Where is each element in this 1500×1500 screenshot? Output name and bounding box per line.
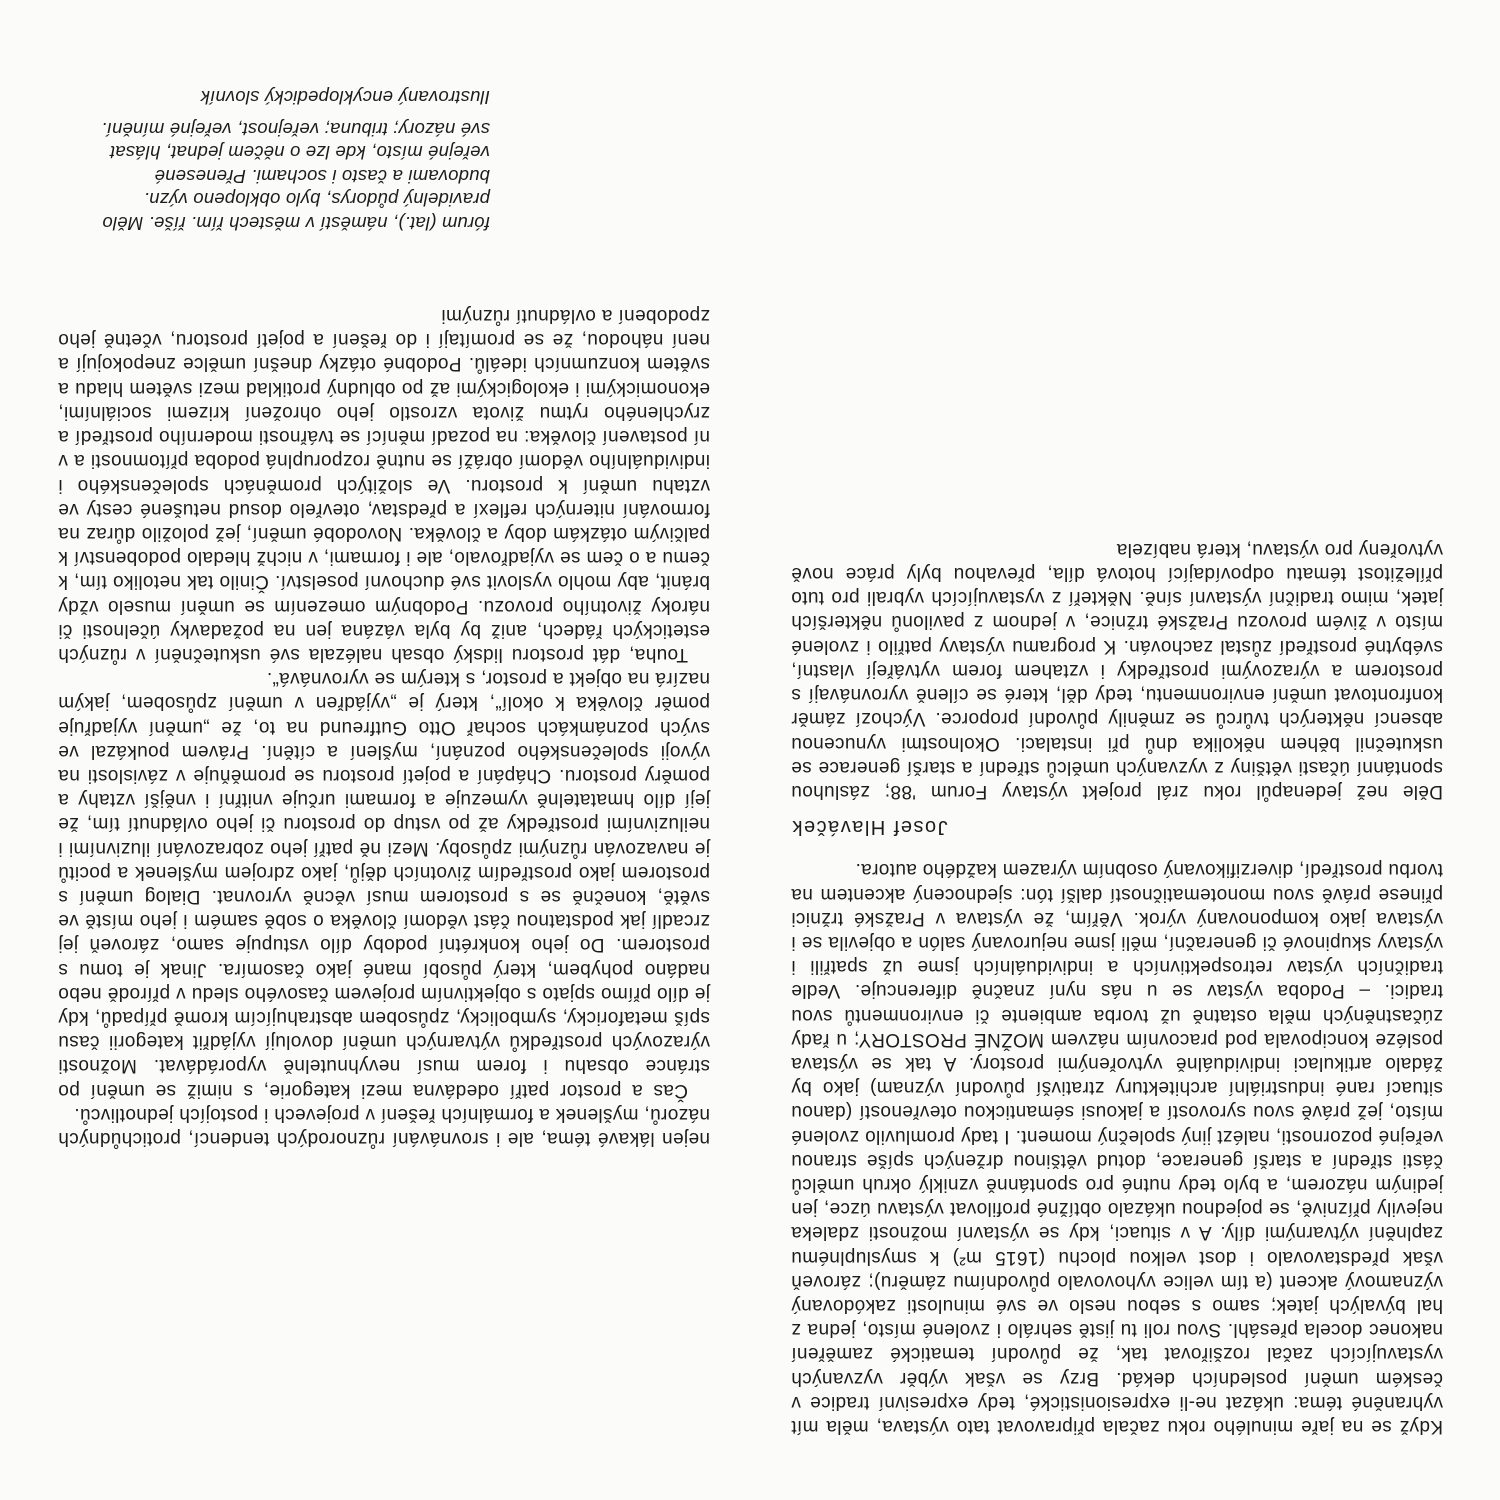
- left-text-column: [791, 537, 1443, 1438]
- dictionary-entry: [95, 86, 490, 235]
- time-space-paragraph: Čas a prostor patří odedávna mezi kategorie, s nimiž se umění po stránce obsahu i forem musí nevyhnutelně vyporádávat. Možnosti výrazových prostředků výtvarných umění dovolují vyjádřit kategorii času spíš metaforicky, symbolicky, způsobem abstrahujícím kromě případů, kdy je dílo přímo spjato s objektivním projevem časového sledu v přírodě nebo nadáno pohybem, který působí mané jako časomíra. Jinak je tomu s prostorem. Do jeho konkrétní podoby dílo vstupuje samo, zároveň jej zrcadlí jak podstatnou část vědomí člověka o sobě samém i jeho místě ve světě, konečně se s prostorem musí věcně vyrovnat. Dialog umění s prostorem jako prostředím životních dějů, jako zdrojem myšlenek a pocitů je navazován různými způsoby. Mezi ně patří jeho zobrazování iluzivními i neiluzivními prostředky až po vstup do prostoru či jeho ovládnutí tím, že její dílo hmatatelně vymezuje a formami určuje vnitřní i vnější vztahy a poměry prostoru. Chápání a pojetí prostoru se proměňuje v závislosti na vývoji společenského poznání, myšlení a cítění. Právem poukázal ve svých poznámkách sochař Otto Gutfreund na to, že „umění vyjadřuje poměr člověka k okolí“, který je „vyjádřen v umění způsobem, jakým nazírá na objekt a prostor, s kterým se vyrovnává“.: [58, 668, 710, 1101]
- continuation-paragraph: nejen lákavé téma, ale i srovnávání různorodých tendencí, protichůdných názorů, myšlenek a formálních řešení v projevech i postojích jednotlivců.: [58, 1103, 710, 1149]
- right-text-column: [58, 303, 710, 1150]
- dictionary-definition: fórum (lat.), náměstí v městech řím. říše. Mělo pravidelný půdorys, bylo obklopeno význ. budovami a často i sochami. Přenesené veřejné místo, kde lze o něčem jednat, hlásat své názory; tribuna; veřejnost, veřejné mínění.: [101, 119, 490, 234]
- author-signature: [791, 815, 1443, 839]
- forum-paragraph: Děle než jedenapůl roku zrál projekt výstavy Forum '88; zásluhou spontánní účasti většiny z vyzvaných umělců střední a starší generace se uskutečnil během několika dnů při instalaci. Okolnostmi vynucenou absencí některých tvůrců se změnily původní proporce. Výchozí záměr konfrontovat umění environmentu, tedy děl, které se cíleně vyrovnávají s prostorem a výrazovými prostředky i vztahem forem vytvářejí vlastní, svébytné prostředí zůstal zachován. K programu výstavy patřilo i zvolené místo v živém provozu Pražské tržnice, v jednom z pavilonů některších jatek, mimo tradiční výstavní síně. Někteří z vystavujících vybrali pro tuto příležitost tématu odpovídající hotová díla, převahou byly práce nově vytvořeny pro výstavu, která nabízela: [791, 538, 1443, 802]
- dictionary-source: Ilustrovaný encyklopedický slovník: [200, 87, 490, 109]
- author-name: Josef Hlaváček: [791, 816, 948, 839]
- human-content-paragraph: Touha, dát prostoru lidský obsah nalézala své uskutečnění v různých estetických řádech, aniž by byla vázána jen na požadavky účelnosti či nároky životního provozu. Podobným omezením se umění muselo vždy bránit, aby mohlo vyslovit své duchovní poselství. Činilo tak netoliko tím, k čemu a o čem se vyjadřovalo, ale i formami, v nichž hledalo podobenství k palčivým otázkám doby a člověka. Novodobé umění, jež položilo důraz na formování niterných reflexí a představ, otevřelo dosud netušené cesty ve vztahu umění k prostoru. Ve složitých proměnách společenského i individuálního vědomí obráží se nutně rozporuplná podoba přítomnosti a v ní postavení člověka: na pozadí měnící se tvářnosti moderního prostředí a zrychleného rytmu života vzrostlo jeho ohrožení krizemi sociálními, ekonomickými i ekologickými až po obludný protiklad mezi světem hladu a světem konzumních ideálů. Podobné otázky dnešní umělce znepokojují a není náhodou, že se promítají i do řešení a pojetí prostoru, včetně jeho zpodobení a ovládnutí různými: [58, 305, 710, 665]
- intro-paragraph: Když se na jaře minulého roku začala připravovat tato výstava, měla mít vyhraněné téma: ukázat ne-li expresionistické, tedy expresivní tradice v českém umění posledních dekád. Brzy se však výběr vyzvaných vystavujících začal rozšiřovat tak, že původní tematické zaměření nakonec docela přesáhl. Svou roli tu jistě sehrálo i zvolené místo, jedna z hal bývalých jatek; samo s sebou neslo ve své minulosti zakódovaný významový akcent (a tím velice vyhovovalo původnímu záměru); zároveň však představovalo i dost velkou plochu (1615 m²) k smysluplnému zaplnění výtvarnými díly. A v situaci, kdy se výstavní možnosti zdaleka nejevily příznivě, se pojednou ukázalo obtížné profilovat výstavu úzce, jen jediným názorem, a bylo tedy nutné pro spontánně vzniklý okruh umělců části střední a starší generace, dotud většinou držených spíše stranou veřejné pozornosti, nalézt jiný společný moment. I tady promluvilo zvolené místo, jež právě svou syrovostí a jakousi sémantickou otevřeností (danou situací rané industriální architektury ztrativší původní význam) jako by žádalo artikulaci individuálně vytvořenými prostory. A tak se výstava posléze koncipovala pod pracovním názvem MOŽNÉ PROSTORY; u řady zúčastněných měla ostatně už tvorba ambiente či environmentů svou tradici. – Podoba výstav se u nás nyní značně diferencuje. Vedle tradičních výstav retrospektivních a individuálních jsme už spatřili i výstavy skupinové či generační, měli jsme nejurovaný salón a objevila se i výstava jako komponovaný výrok. Věřím, že výstava v Pražské tržnici přinese právě svou monotematičností další tón: sjednocený akcentem na tvorbu prostředí, diverzifikovaný osobním výrazem každého autora.: [791, 859, 1443, 1437]
